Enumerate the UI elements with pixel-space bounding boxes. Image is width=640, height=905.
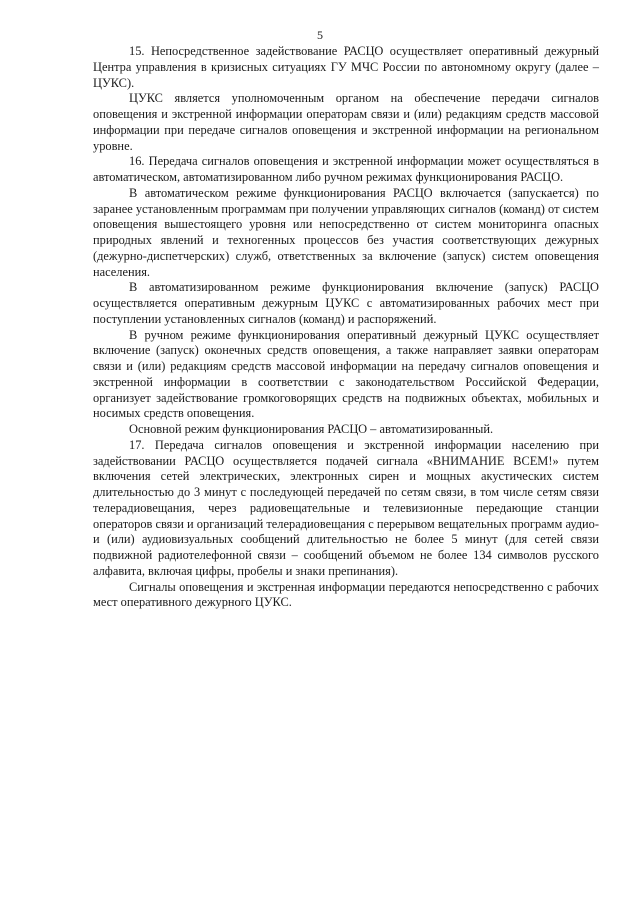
paragraph-15: 15. Непосредственное задействование РАСЦО осуществляет оперативный дежурный Центра управления в кризисных ситуациях ГУ МЧС России по автономному округу (далее – ЦУКС). bbox=[93, 44, 599, 90]
document-body bbox=[93, 44, 599, 611]
paragraph-tsuks-authority: ЦУКС является уполномоченным органом на обеспечение передачи сигналов оповещения и экстренной информации операторам связи и (или) редакциям средств массовой информации при передаче сигналов оповещения и экстренной информации на региональном уровне. bbox=[93, 91, 599, 153]
page-number: 5 bbox=[317, 28, 323, 42]
paragraph-main-mode: Основной режим функционирования РАСЦО – автоматизированный. bbox=[129, 422, 494, 436]
paragraph-17: 17. Передача сигналов оповещения и экстренной информации населению при задействовании РАСЦО осуществляется подачей сигнала «ВНИМАНИЕ ВСЕМ!» путем включения сетей электрических, электронных сирен и мощных акустических систем длительностью до 3 минут с последующей передачей по сетям связи, в том числе сетям связи телерадиовещания, через радиовещательные и телевизионные передающие станции операторов связи и организаций телерадиовещания с перерывом вещательных программ аудио- и (или) аудиовизуальных сообщений длительностью не более 5 минут (для сетей связи подвижной радиотелефонной связи – сообщений объемом не более 134 символов русского алфавита, включая цифры, пробелы и знаки препинания). bbox=[93, 437, 599, 578]
paragraph-automated-mode: В автоматизированном режиме функционирования включение (запуск) РАСЦО осуществляется оперативным дежурным ЦУКС с автоматизированных рабочих мест при поступлении установленных сигналов (команд) и распоряжений. bbox=[93, 280, 599, 326]
paragraph-automatic-mode: В автоматическом режиме функционирования РАСЦО включается (запускается) по заранее установленным программам при получении управляющих сигналов (команд) от систем оповещения вышестоящего уровня или непосредственно от систем мониторинга опасных природных явлений и техногенных процессов без участия соответствующих дежурных (дежурно-диспетчерских) служб, ответственных за включение (запуск) систем оповещения населения. bbox=[93, 185, 599, 279]
paragraph-signals-transmission: Сигналы оповещения и экстренная информации передаются непосредственно с рабочих мест оперативного дежурного ЦУКС. bbox=[93, 579, 599, 610]
paragraph-16: 16. Передача сигналов оповещения и экстренной информации может осуществляться в автоматическом, автоматизированном либо ручном режимах функционирования РАСЦО. bbox=[93, 154, 599, 184]
paragraph-manual-mode: В ручном режиме функционирования оперативный дежурный ЦУКС осуществляет включение (запуск) оконечных средств оповещения, а также направляет заявки операторам связи и (или) редакциям средств массовой информации на передачу сигналов оповещения и экстренной информации в соответствии с законодательством Российской Федерации, организует задействование громкоговорящих средств на подвижных объектах, мобильных и носимых средств оповещения. bbox=[93, 327, 599, 421]
